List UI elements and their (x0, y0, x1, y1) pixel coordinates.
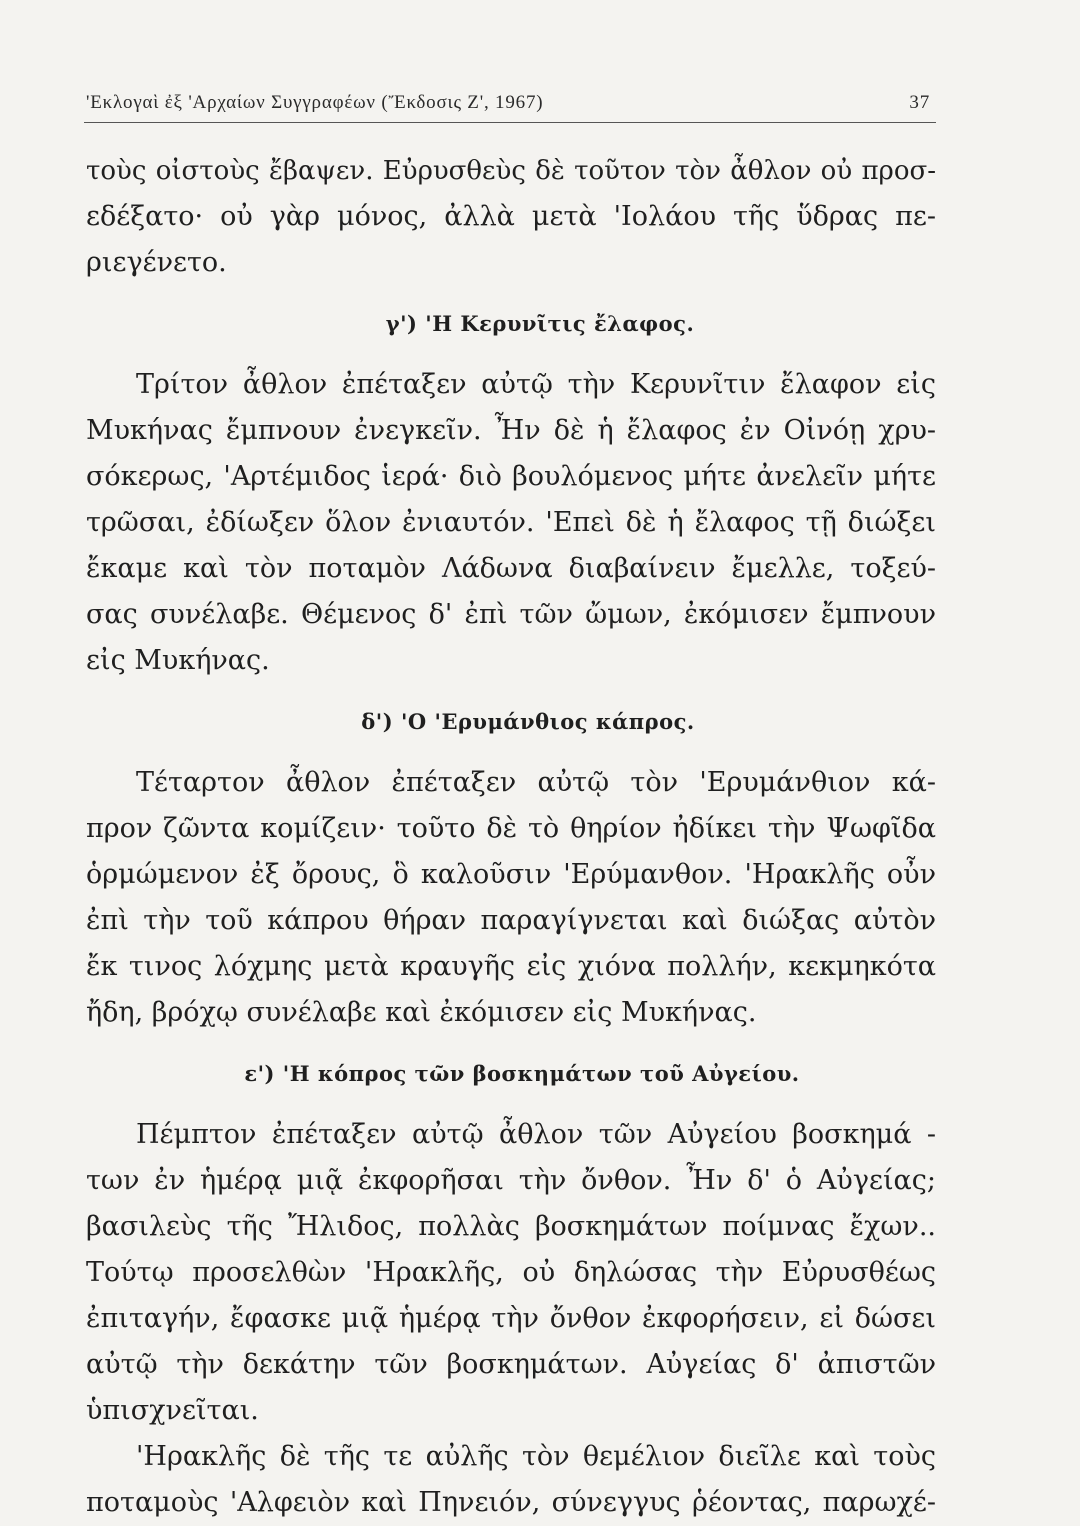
running-head (86, 92, 934, 118)
text-line: βασιλεὺς τῆς Ἤλιδος, πολλὰς βοσκημάτων ποίμνας ἔχων.. (86, 1211, 936, 1242)
main-text (86, 148, 936, 1526)
text-line: Τρίτον ἆθλον ἐπέταξεν αὐτῷ τὴν Κερυνῖτιν ἔλαφον εἰς (136, 369, 936, 400)
section-heading: δ') 'Ο 'Ερυμάνθιος κάπρος. (361, 709, 695, 734)
text-line: ὁρμώμενον ἐξ ὄρους, ὃ καλοῦσιν 'Ερύμανθον. 'Ηρακλῆς οὖν (86, 859, 936, 890)
text-line: προν ζῶντα κομίζειν· τοῦτο δὲ τὸ θηρίον ἠδίκει τὴν Ψωφῖδα (86, 813, 936, 844)
text-line: 'Ηρακλῆς δὲ τῆς τε αὐλῆς τὸν θεμέλιον διεῖλε καὶ τοὺς (136, 1441, 936, 1472)
text-line: ἐπιταγήν, ἔφασκε μιᾷ ἡμέρᾳ τὴν ὄνθον ἐκφορήσειν, εἰ δώσει (86, 1303, 936, 1334)
text-line: Τέταρτον ἆθλον ἐπέταξεν αὐτῷ τὸν 'Ερυμάνθιον κά- (136, 767, 936, 798)
text-line: αὐτῷ τὴν δεκάτην τῶν βοσκημάτων. Αὐγείας δ' ἀπιστῶν (86, 1349, 936, 1380)
text-line: ἔκ τινος λόχμης μετὰ κραυγῆς εἰς χιόνα πολλήν, κεκμηκότα (86, 951, 936, 982)
section-heading: ε') 'Η κόπρος τῶν βοσκημάτων τοῦ Αὐγείου. (244, 1061, 800, 1086)
text-line: εδέξατο· οὐ γὰρ μόνος, ἀλλὰ μετὰ 'Ιολάου τῆς ὕδρας πε- (86, 201, 936, 232)
text-line: εἰς Μυκήνας. (86, 645, 270, 676)
text-line: ἐπὶ τὴν τοῦ κάπρου θήραν παραγίγνεται καὶ διώξας αὐτὸν (86, 905, 936, 936)
text-line: Μυκήνας ἔμπνουν ἐνεγκεῖν. Ἦν δὲ ἡ ἔλαφος ἐν Οἰνόῃ χρυ- (86, 415, 936, 446)
page-number: 37 (909, 92, 930, 113)
text-line: ἔκαμε καὶ τὸν ποταμὸν Λάδωνα διαβαίνειν ἔμελλε, τοξεύ- (86, 553, 936, 584)
text-line: Πέμπτον ἐπέταξεν αὐτῷ ἆθλον τῶν Αὐγείου βοσκημά - (136, 1119, 936, 1150)
section-heading: γ') 'Η Κερυνῖτις ἔλαφος. (385, 311, 695, 336)
text-line: Τούτῳ προσελθὼν 'Ηρακλῆς, οὐ δηλώσας τὴν Εὐρυσθέως (86, 1257, 936, 1288)
text-line: των ἐν ἡμέρᾳ μιᾷ ἐκφορῆσαι τὴν ὄνθον. Ἦν δ' ὁ Αὐγείας; (86, 1165, 936, 1196)
text-line: ὑπισχνεῖται. (86, 1395, 259, 1426)
text-line: τρῶσαι, ἐδίωξεν ὅλον ἐνιαυτόν. 'Επεὶ δὲ ἡ ἔλαφος τῇ διώξει (86, 507, 936, 538)
text-line: σας συνέλαβε. Θέμενος δ' ἐπὶ τῶν ὤμων, ἐκόμισεν ἔμπνουν (86, 599, 936, 630)
text-line: ριεγένετο. (86, 247, 227, 278)
text-line: τοὺς οἰστοὺς ἔβαψεν. Εὐρυσθεὺς δὲ τοῦτον τὸν ἆθλον οὐ προσ- (86, 156, 936, 186)
header-rule (84, 122, 936, 123)
text-line: ποταμοὺς 'Αλφειὸν καὶ Πηνειόν, σύνεγγυς ῥέοντας, παρωχέ- (86, 1487, 936, 1518)
running-title: 'Εκλογαὶ ἐξ 'Αρχαίων Συγγραφέων (Ἔκδοσις Ζ', 1967) (86, 92, 544, 113)
text-line: σόκερως, 'Αρτέμιδος ἱερά· διὸ βουλόμενος μήτε ἀνελεῖν μήτε (86, 461, 936, 492)
text-line: ἤδη, βρόχῳ συνέλαβε καὶ ἐκόμισεν εἰς Μυκήνας. (86, 997, 757, 1028)
